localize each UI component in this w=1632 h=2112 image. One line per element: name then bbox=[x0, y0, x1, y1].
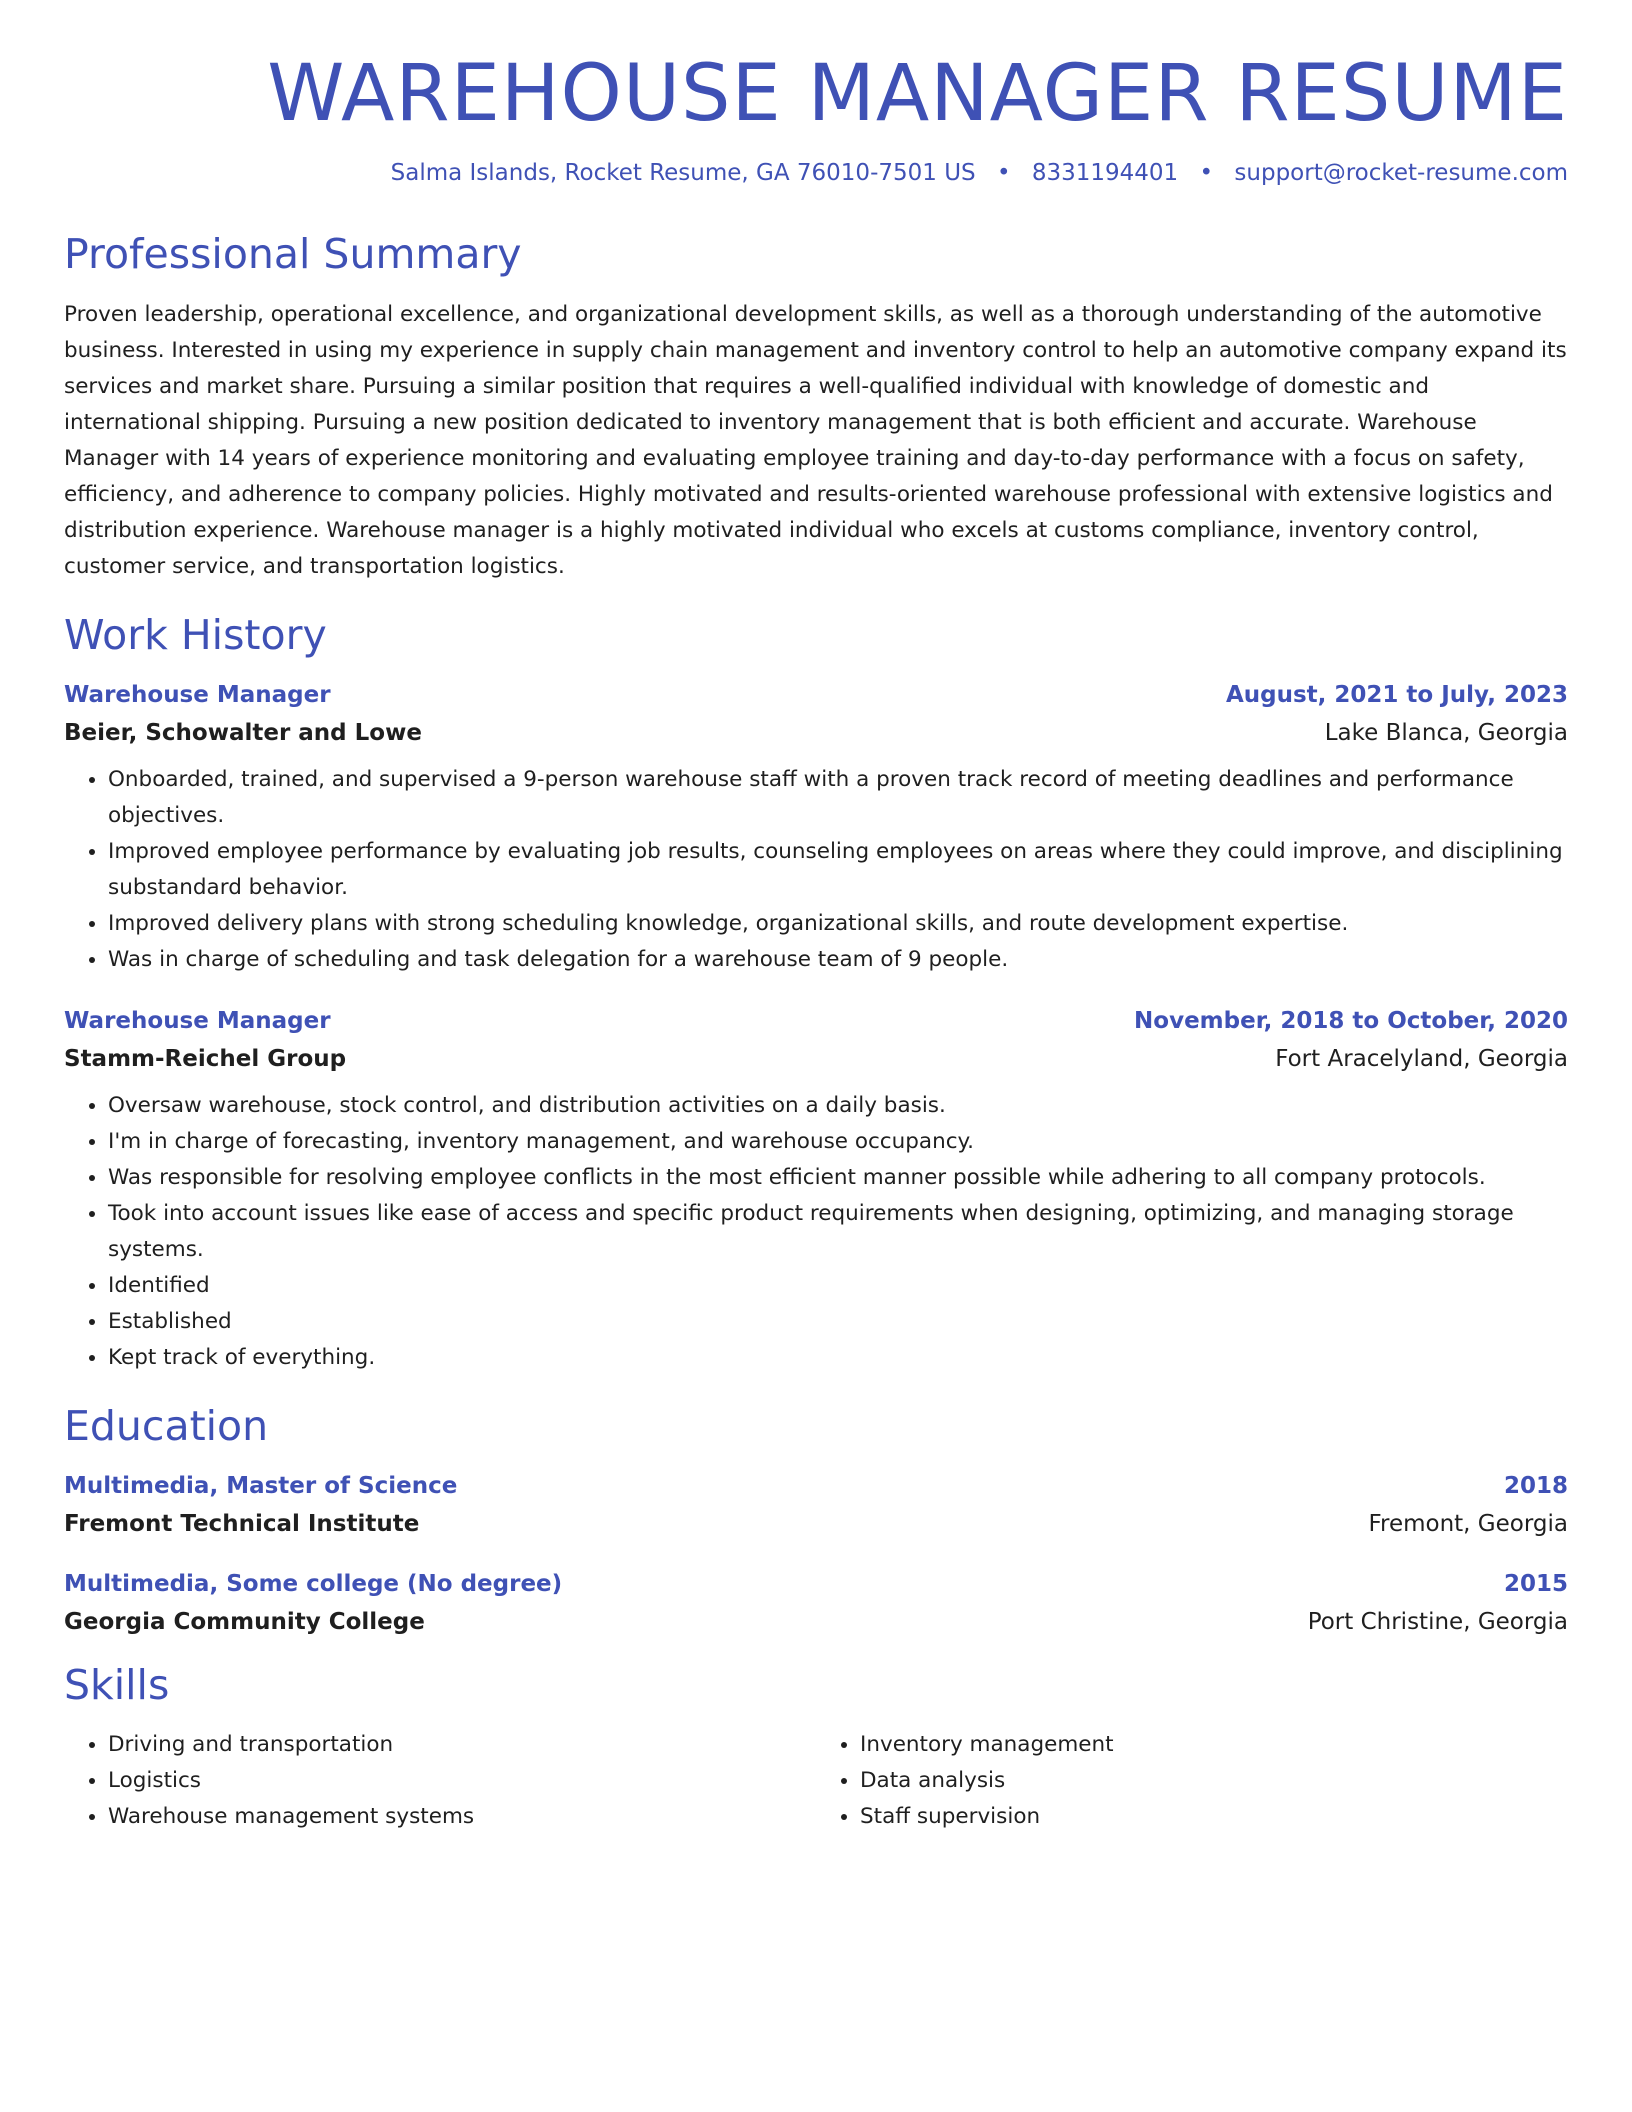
education-entry bbox=[64, 1473, 1568, 1537]
job-location: Lake Blanca, Georgia bbox=[1324, 720, 1568, 747]
skills-column-right bbox=[816, 1727, 1568, 1835]
job-title: Warehouse Manager bbox=[64, 1008, 331, 1035]
resume-title: WAREHOUSE MANAGER RESUME bbox=[267, 49, 1568, 139]
job-title: Warehouse Manager bbox=[64, 682, 331, 709]
list-item: • Took into account issues like ease of access and specific product requirements when designing, optimizing, and managing storage systems. bbox=[108, 1196, 1568, 1268]
job-company: Beier, Schowalter and Lowe bbox=[64, 720, 422, 747]
education-school: Georgia Community College bbox=[64, 1609, 425, 1636]
list-item: • Was responsible for resolving employee conflicts in the most efficient manner possible while adhering to all company protocols. bbox=[108, 1160, 1568, 1196]
list-item: • Inventory management bbox=[860, 1727, 1568, 1763]
list-item: • Data analysis bbox=[860, 1763, 1568, 1799]
list-item: • Driving and transportation bbox=[108, 1727, 816, 1763]
summary-text: Proven leadership, operational excellence, and organizational development skills, as well as a thorough understanding of the automotive business. Interested in using my experience in supply chain management and inventory control to help an automotive company expand its services and market share. Pursuing a similar position that requires a well-qualified individual with knowledge of domestic and international shipping. Pursuing a new position dedicated to inventory management that is both efficient and accurate. Warehouse Manager with 14 years of experience monitoring and evaluating employee training and day-to-day performance with a focus on safety, efficiency, and adherence to company policies. Highly motivated and results-oriented warehouse professional with extensive logistics and distribution experience. Warehouse manager is a highly motivated individual who excels at customs compliance, inventory control, customer service, and transportation logistics. bbox=[64, 301, 1567, 579]
list-item: • Logistics bbox=[108, 1763, 816, 1799]
contact-phone: 8331194401 bbox=[1031, 159, 1179, 186]
list-item: • Improved delivery plans with strong scheduling knowledge, organizational skills, and route development expertise. bbox=[108, 906, 1568, 942]
list-item: • Was in charge of scheduling and task delegation for a warehouse team of 9 people. bbox=[108, 942, 1568, 978]
skills-heading: Skills bbox=[64, 1661, 170, 1710]
list-item: • I'm in charge of forecasting, inventory management, and warehouse occupancy. bbox=[108, 1124, 1568, 1160]
list-item: • Established bbox=[108, 1304, 1568, 1340]
contact-separator: • bbox=[1199, 159, 1214, 186]
education-location: Fremont, Georgia bbox=[1368, 1511, 1568, 1538]
job-bullets bbox=[64, 1088, 1568, 1376]
job-dates: November, 2018 to October, 2020 bbox=[1134, 1008, 1568, 1035]
work-history-heading: Work History bbox=[64, 610, 327, 659]
list-item: • Staff supervision bbox=[860, 1799, 1568, 1835]
education-location: Port Christine, Georgia bbox=[1307, 1609, 1568, 1636]
contact-address: Salma Islands, Rocket Resume, GA 76010-7501 US bbox=[390, 159, 976, 186]
summary-heading: Professional Summary bbox=[64, 229, 522, 278]
job-bullets bbox=[64, 762, 1568, 978]
list-item: • Identified bbox=[108, 1268, 1568, 1304]
list-item: • Kept track of everything. bbox=[108, 1340, 1568, 1376]
list-item: • Improved employee performance by evaluating job results, counseling employees on areas where they could improve, and disciplining substandard behavior. bbox=[108, 834, 1568, 906]
skills-list bbox=[64, 1711, 1568, 1835]
education-heading: Education bbox=[64, 1402, 269, 1451]
list-item: • Warehouse management systems bbox=[108, 1799, 816, 1835]
contact-separator: • bbox=[996, 159, 1011, 186]
job-entry bbox=[64, 682, 1568, 978]
job-entry bbox=[64, 1008, 1568, 1376]
list-item: • Onboarded, trained, and supervised a 9-person warehouse staff with a proven track record of meeting deadlines and performance objectives. bbox=[108, 762, 1568, 834]
education-degree: Multimedia, Some college (No degree) bbox=[64, 1571, 563, 1598]
job-dates: August, 2021 to July, 2023 bbox=[1225, 682, 1568, 709]
contact-line bbox=[64, 160, 1568, 186]
education-school: Fremont Technical Institute bbox=[64, 1511, 420, 1538]
education-year: 2015 bbox=[1503, 1571, 1568, 1598]
job-company: Stamm-Reichel Group bbox=[64, 1046, 347, 1073]
education-degree: Multimedia, Master of Science bbox=[64, 1473, 458, 1500]
skills-column-left bbox=[64, 1727, 816, 1835]
job-location: Fort Aracelyland, Georgia bbox=[1275, 1046, 1568, 1073]
contact-email: support@rocket-resume.com bbox=[1234, 159, 1568, 186]
list-item: • Oversaw warehouse, stock control, and distribution activities on a daily basis. bbox=[108, 1088, 1568, 1124]
education-year: 2018 bbox=[1503, 1473, 1568, 1500]
education-entry bbox=[64, 1571, 1568, 1635]
